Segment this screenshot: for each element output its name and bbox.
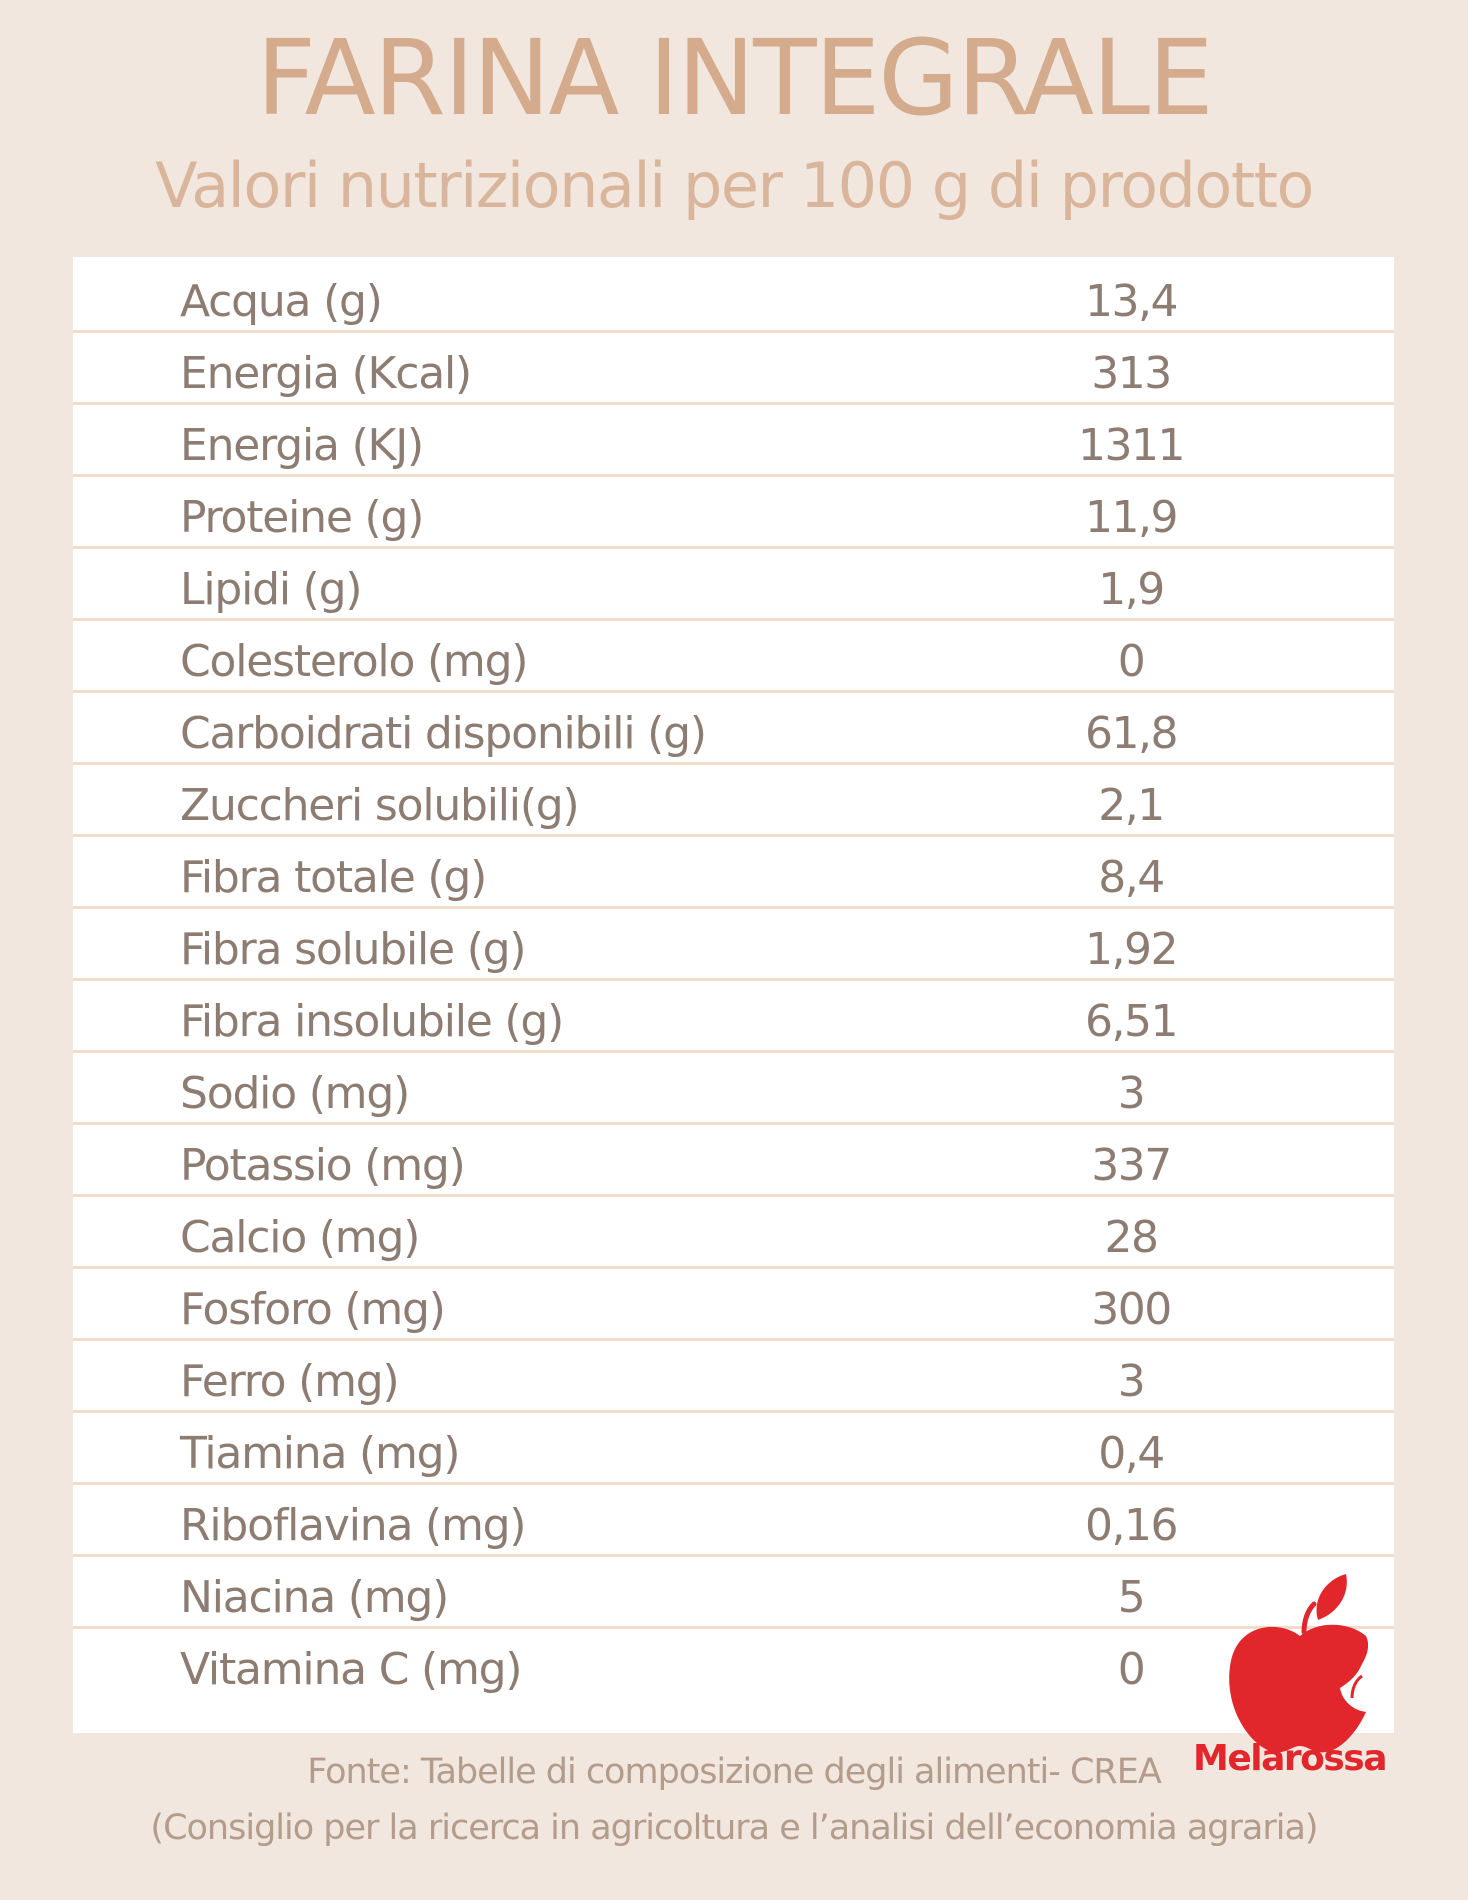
nutrient-value: 1,9 — [1098, 563, 1164, 615]
nutrient-label: Sodio (mg) — [180, 1067, 410, 1119]
nutrient-label: Riboflavina (mg) — [180, 1499, 526, 1551]
page-subtitle: Valori nutrizionali per 100 g di prodotto — [155, 149, 1313, 222]
nutrient-value: 6,51 — [1085, 995, 1177, 1047]
brand-logo-text: Melarossa — [1193, 1738, 1387, 1779]
nutrient-value: 3 — [1117, 1355, 1145, 1407]
table-row — [73, 553, 1394, 625]
nutrient-label: Fibra solubile (g) — [180, 923, 526, 975]
nutrient-value: 0,4 — [1098, 1427, 1164, 1479]
nutrient-label: Tiamina (mg) — [180, 1427, 460, 1479]
nutrient-value: 300 — [1091, 1283, 1171, 1335]
nutrient-value: 1311 — [1078, 419, 1184, 471]
nutrient-label: Fibra totale (g) — [180, 851, 487, 903]
nutrient-label: Colesterolo (mg) — [180, 635, 528, 687]
row-divider — [73, 546, 1394, 549]
row-divider — [73, 978, 1394, 981]
table-row — [73, 841, 1394, 913]
row-divider — [73, 1338, 1394, 1341]
nutrient-label: Zuccheri solubili(g) — [180, 779, 579, 831]
row-divider — [73, 1122, 1394, 1125]
row-divider — [73, 618, 1394, 621]
nutrient-label: Lipidi (g) — [180, 563, 362, 615]
source-text-detail: (Consiglio per la ricerca in agricoltura e l’analisi dell’economia agraria) — [150, 1808, 1318, 1848]
table-row — [73, 985, 1394, 1057]
table-row — [73, 1633, 1394, 1705]
page-title: FARINA INTEGRALE — [256, 17, 1212, 139]
table-row — [73, 409, 1394, 481]
nutrient-value: 2,1 — [1098, 779, 1164, 831]
row-divider — [73, 1050, 1394, 1053]
row-divider — [73, 330, 1394, 333]
row-divider — [73, 690, 1394, 693]
table-row — [73, 1129, 1394, 1201]
nutrient-value: 28 — [1104, 1211, 1158, 1263]
nutrient-label: Fibra insolubile (g) — [180, 995, 564, 1047]
nutrient-label: Niacina (mg) — [180, 1571, 449, 1623]
table-row — [73, 625, 1394, 697]
table-row — [73, 1417, 1394, 1489]
nutrient-value: 3 — [1117, 1067, 1145, 1119]
nutrient-label: Ferro (mg) — [180, 1355, 399, 1407]
row-divider — [73, 1194, 1394, 1197]
row-divider — [73, 1410, 1394, 1413]
nutrient-value: 313 — [1091, 347, 1171, 399]
nutrient-value: 1,92 — [1085, 923, 1177, 975]
table-row — [73, 769, 1394, 841]
nutrient-value: 13,4 — [1085, 275, 1177, 327]
table-row — [73, 1201, 1394, 1273]
nutrient-label: Acqua (g) — [180, 275, 382, 327]
table-row — [73, 1273, 1394, 1345]
table-row — [73, 1345, 1394, 1417]
nutrient-label: Potassio (mg) — [180, 1139, 465, 1191]
nutrient-value: 0 — [1117, 635, 1145, 687]
nutrient-label: Energia (KJ) — [180, 419, 423, 471]
table-row — [73, 697, 1394, 769]
nutrient-label: Proteine (g) — [180, 491, 424, 543]
nutrient-value: 0,16 — [1085, 1499, 1177, 1551]
nutrient-value: 337 — [1091, 1139, 1171, 1191]
row-divider — [73, 402, 1394, 405]
nutrition-table — [73, 257, 1394, 1733]
nutrient-value: 61,8 — [1085, 707, 1177, 759]
row-divider — [73, 762, 1394, 765]
nutrient-value: 11,9 — [1085, 491, 1177, 543]
row-divider — [73, 906, 1394, 909]
row-divider — [73, 474, 1394, 477]
row-divider — [73, 1554, 1394, 1557]
table-row — [73, 265, 1394, 337]
row-divider — [73, 834, 1394, 837]
nutrient-value: 8,4 — [1098, 851, 1164, 903]
apple-body — [1229, 1625, 1368, 1753]
nutrient-label: Carboidrati disponibili (g) — [180, 707, 706, 759]
nutrient-label: Vitamina C (mg) — [180, 1643, 522, 1695]
nutrient-value: 5 — [1117, 1571, 1145, 1623]
table-row — [73, 337, 1394, 409]
table-row — [73, 481, 1394, 553]
table-row — [73, 1057, 1394, 1129]
table-row — [73, 1561, 1394, 1633]
apple-leaf — [1317, 1574, 1347, 1620]
row-divider — [73, 1266, 1394, 1269]
table-row — [73, 1489, 1394, 1561]
row-divider — [73, 1482, 1394, 1485]
source-text: Fonte: Tabelle di composizione degli alimenti- CREA — [307, 1752, 1161, 1792]
nutrient-label: Energia (Kcal) — [180, 347, 471, 399]
nutrient-label: Calcio (mg) — [180, 1211, 420, 1263]
nutrient-value: 0 — [1117, 1643, 1145, 1695]
row-divider — [73, 1626, 1394, 1629]
table-row — [73, 913, 1394, 985]
nutrient-label: Fosforo (mg) — [180, 1283, 445, 1335]
apple-stem — [1304, 1604, 1314, 1632]
